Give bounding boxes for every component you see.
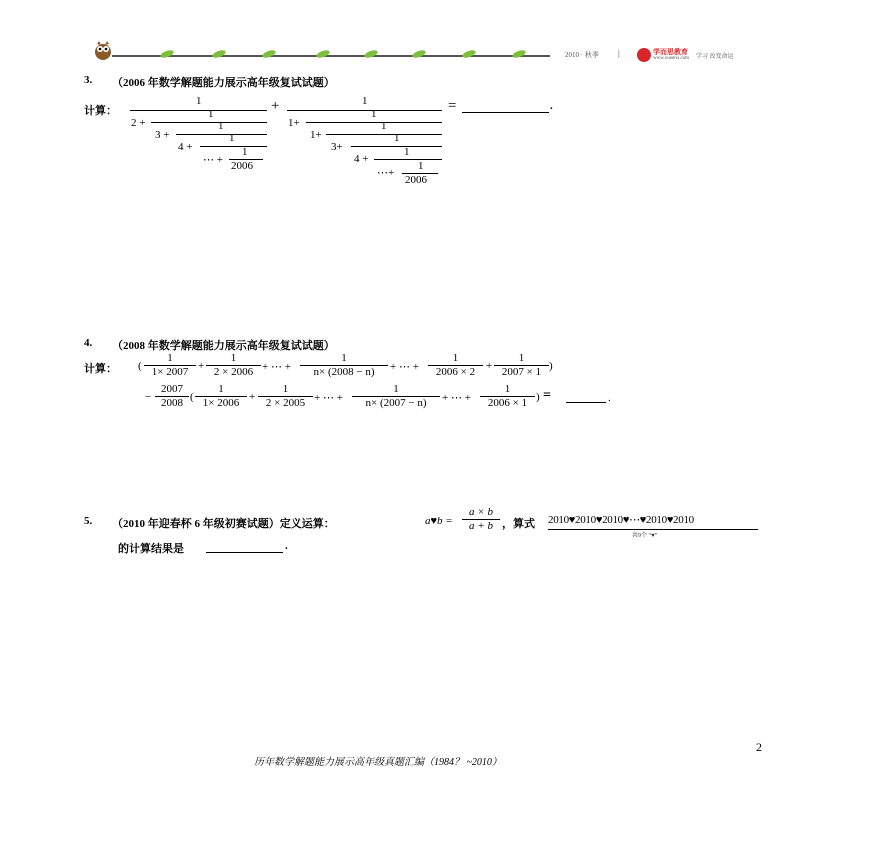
answer-blank	[206, 552, 283, 553]
question-number: 3.	[84, 74, 93, 86]
ellipsis: + ⋯ +	[314, 392, 343, 404]
leaf-icon	[411, 49, 426, 59]
period: .	[285, 540, 288, 552]
fraction: 1 n× (2007 − n)	[352, 383, 440, 410]
denominator-term: 2006	[405, 174, 427, 186]
question-number: 5.	[84, 515, 93, 527]
numerator: 1	[208, 108, 214, 120]
minus-sign: −	[145, 391, 152, 403]
fraction: 2007 2008	[155, 383, 189, 410]
definition-fraction: a × b a + b	[462, 506, 500, 533]
numerator: 1	[404, 146, 410, 158]
brand-name: 学而思教育	[653, 48, 688, 56]
equals-sign: =	[543, 388, 551, 403]
numerator: 1	[218, 120, 224, 132]
plus-sign: +	[198, 360, 205, 372]
fraction: 1 n× (2008 − n)	[300, 352, 388, 379]
fraction: 1 2007 × 1	[494, 352, 549, 379]
brand-slogan: 学习 改变命运	[696, 54, 734, 60]
ellipsis: + ⋯ +	[390, 361, 419, 373]
fraction-bar	[176, 134, 267, 135]
question-source: （2008 年数学解题能力展示高年级复试试题）	[112, 340, 335, 352]
denominator-term: 4 +	[354, 153, 369, 165]
paren-open: (	[190, 391, 194, 403]
leaf-icon	[461, 49, 476, 59]
expression-note: 共9个 “♥”	[632, 533, 658, 539]
fraction-bar	[374, 159, 442, 160]
denominator-term: 2006	[231, 160, 253, 172]
numerator: 1	[381, 120, 387, 132]
definition-lhs: a♥b =	[425, 515, 453, 527]
denominator-term: 4 +	[178, 141, 193, 153]
fraction: 1 1× 2006	[195, 383, 247, 410]
numerator: 1	[362, 95, 368, 107]
expression: 2010♥2010♥2010♥⋯♥2010♥2010	[548, 514, 694, 526]
fraction-bar	[130, 110, 267, 111]
numerator: 1	[394, 132, 400, 144]
paren-close: )	[536, 391, 540, 403]
fraction: 1 2 × 2005	[258, 383, 313, 410]
plus-sign: +	[249, 391, 256, 403]
period: .	[608, 392, 611, 404]
leaf-icon	[159, 49, 174, 59]
leaf-icon	[315, 49, 330, 59]
question-line-2: 的计算结果是	[118, 543, 184, 555]
question-source: （2006 年数学解题能力展示高年级复试试题）	[112, 77, 335, 89]
header-separator: |	[618, 48, 620, 58]
footer-caption: 历年数学解题能力展示高年级真题汇编（1984？ ~2010）	[254, 757, 502, 768]
fraction: 1 2 × 2006	[206, 352, 261, 379]
leaf-icon	[261, 49, 276, 59]
numerator: 1	[418, 160, 424, 172]
question-prompt: 计算：	[84, 363, 117, 375]
denominator-term: 3 +	[155, 129, 170, 141]
season-label: 2010 · 秋季	[565, 51, 599, 59]
fraction-bar	[287, 110, 442, 111]
page-number: 2	[756, 740, 762, 754]
text-inline: ，算式	[502, 518, 535, 530]
paren-open: (	[138, 360, 142, 372]
denominator-term: ⋯+	[377, 167, 395, 179]
question-source: （2010 年迎春杯 6 年级初赛试题）定义运算：	[112, 518, 335, 530]
fraction: 1 2006 × 1	[480, 383, 535, 410]
numerator: 1	[229, 132, 235, 144]
numerator: 1	[371, 108, 377, 120]
answer-blank	[566, 402, 606, 403]
fraction: 1 2006 × 2	[428, 352, 483, 379]
leaf-icon	[363, 49, 378, 59]
owl-logo-icon	[94, 40, 112, 60]
question-number: 4.	[84, 337, 93, 349]
fraction-bar	[151, 122, 267, 123]
numerator: 1	[242, 146, 248, 158]
denominator-term: 3+	[331, 141, 343, 153]
fraction-bar	[306, 122, 442, 123]
question-prompt: 计算：	[84, 105, 117, 117]
brand-logo-icon	[637, 48, 651, 62]
fraction: 1 1× 2007	[144, 352, 196, 379]
denominator-term: 2 +	[131, 117, 146, 129]
fraction-bar	[200, 146, 267, 147]
leaf-icon	[511, 49, 526, 59]
paren-close: )	[549, 360, 553, 372]
period: .	[550, 100, 553, 112]
equals-sign: =	[448, 98, 457, 114]
fraction-bar	[326, 134, 442, 135]
vine-decoration	[112, 55, 550, 57]
denominator-term: ⋯ +	[203, 154, 223, 166]
answer-blank	[462, 112, 549, 113]
ellipsis: + ⋯ +	[442, 392, 471, 404]
brand-url: www.xueersi.com	[653, 56, 690, 61]
ellipsis: + ⋯ +	[262, 361, 291, 373]
numerator: 1	[196, 95, 202, 107]
plus-sign: +	[486, 360, 493, 372]
plus-sign: +	[271, 98, 280, 114]
denominator-term: 1+	[288, 117, 300, 129]
denominator-term: 1+	[310, 129, 322, 141]
leaf-icon	[211, 49, 226, 59]
fraction-bar	[351, 146, 442, 147]
